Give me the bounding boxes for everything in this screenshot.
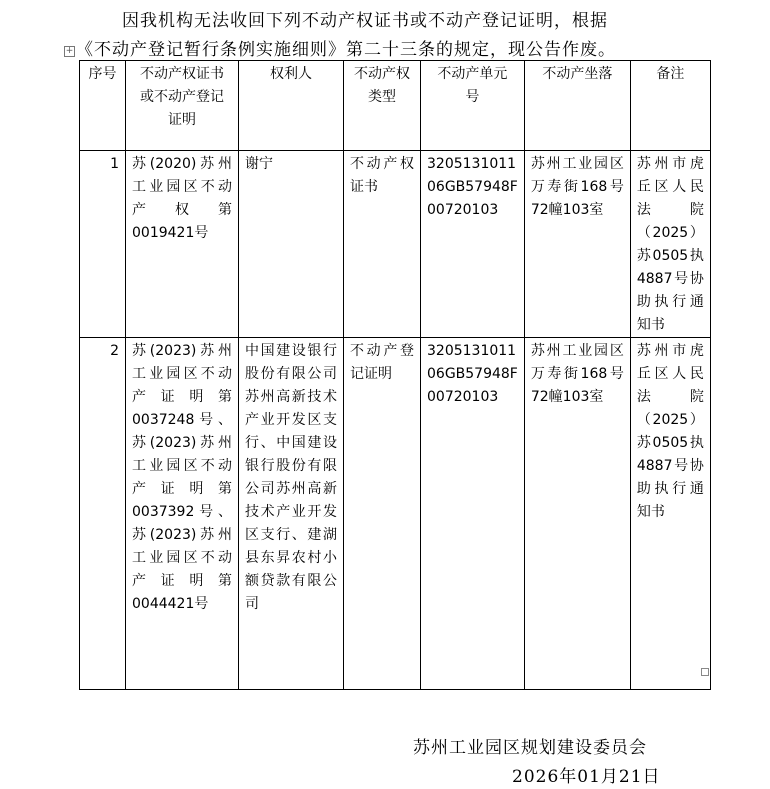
cell-text-line: 公司苏州高新 <box>245 481 337 497</box>
cell-text-line: 丘区人民 <box>636 366 704 382</box>
cell-text-line: 技术产业开发 <box>245 504 337 520</box>
cell-text-line: 万寿街168号 <box>530 366 624 382</box>
cell-text-line: 丘区人民 <box>636 179 704 195</box>
signature-date: 2026年01月21日 <box>512 767 661 787</box>
cell-text-line: 3205131011 <box>427 156 517 172</box>
table-cell <box>421 338 525 690</box>
cell-text-line: 中国建设银行 <box>245 343 337 359</box>
cell-text-line: 工业园区不动 <box>132 366 232 382</box>
table-cell <box>630 338 710 690</box>
cell-text-line: 苏州市虎 <box>636 156 704 172</box>
cell-text-line: 权利人 <box>270 66 312 82</box>
table-cell <box>80 151 126 338</box>
cell-text-line: 谢宁 <box>245 156 273 172</box>
cell-text-line: 股份有限公司 <box>245 366 337 382</box>
table-cell <box>524 61 630 151</box>
table-cell <box>344 61 421 151</box>
cell-text-line: 0044421号 <box>132 596 209 612</box>
table-cell <box>239 151 344 338</box>
cell-text-line: 产 证 明 第 <box>132 481 232 497</box>
table-cell <box>630 61 710 151</box>
header-row <box>80 61 711 151</box>
cell-text-line: 苏州工业园区 <box>530 156 624 172</box>
table-row <box>80 151 711 338</box>
cell-text-line: （2025） <box>636 412 704 428</box>
cell-text-line: 县东昇农村小 <box>245 550 337 566</box>
cell-text-line: 不动产权 <box>350 156 414 172</box>
cell-text-line: 00720103 <box>427 389 499 405</box>
intro-line-2: 《不动产登记暂行条例实施细则》第二十三条的规定，现公告作废。 <box>76 40 616 60</box>
cell-text-line: 知书 <box>636 317 665 333</box>
cell-text-line: 苏州高新技术 <box>245 389 337 405</box>
cell-text-line: 06GB57948F <box>427 179 518 195</box>
cell-text-line: 证明 <box>168 112 196 128</box>
cell-text-line: 证书 <box>350 179 378 195</box>
signature-org: 苏州工业园区规划建设委员会 <box>413 738 647 758</box>
cell-text-line: 4887号协 <box>636 458 704 474</box>
cell-text-line: 00720103 <box>427 202 499 218</box>
cell-text-line: 72幢103室 <box>530 202 604 218</box>
cell-text-line: 法 院 <box>636 389 704 405</box>
cell-text-line: 苏(2023)苏州 <box>132 527 232 543</box>
cell-text-line: 不动产登 <box>350 343 414 359</box>
table-cell <box>80 338 126 690</box>
cell-text-line: 产 证 明 第 <box>132 573 232 589</box>
table-cell <box>239 61 344 151</box>
cell-text-line: （2025） <box>636 225 704 241</box>
cell-text-line: 知书 <box>636 504 665 520</box>
cell-text-line: 银行股份有限 <box>245 458 337 474</box>
table-cell <box>239 338 344 690</box>
table-cell <box>126 151 239 338</box>
cell-text-line: 产业开发区支 <box>245 412 337 428</box>
table-resize-handle[interactable] <box>701 668 709 676</box>
cell-text-line: 类型 <box>368 89 396 105</box>
table-cell <box>80 61 126 151</box>
table-cell <box>344 151 421 338</box>
cell-text-line: 法 院 <box>636 202 704 218</box>
cell-text-line: 工业园区不动 <box>132 458 232 474</box>
cell-text-line: 06GB57948F <box>427 366 518 382</box>
cell-text-line: 行、中国建设 <box>245 435 337 451</box>
cell-text-line: 额贷款有限公 <box>245 573 337 589</box>
cell-text-line: 助执行通 <box>636 481 704 497</box>
table-cell <box>126 338 239 690</box>
cell-text-line: 苏州工业园区 <box>530 343 624 359</box>
table-cell <box>421 61 525 151</box>
cell-text-line: 助执行通 <box>636 294 704 310</box>
cell-text-line: 万寿街168号 <box>530 179 624 195</box>
cell-text-line: 不动产单元 <box>437 66 508 82</box>
cell-text-line: 记证明 <box>350 366 392 382</box>
table-cell <box>126 61 239 151</box>
cell-text-line: 苏0505执 <box>636 435 704 451</box>
cell-text-line: 产 证 明 第 <box>132 389 232 405</box>
cell-text-line: 2 <box>110 343 119 359</box>
cell-text-line: 苏(2023)苏州 <box>132 435 232 451</box>
table-cell <box>524 338 630 690</box>
cell-text-line: 司 <box>245 596 259 612</box>
table-move-handle-icon[interactable]: + <box>65 46 74 56</box>
cell-text-line: 苏0505执 <box>636 248 704 264</box>
cell-text-line: 号 <box>465 89 480 105</box>
intro-line-1: 因我机构无法收回下列不动产权证书或不动产登记证明，根据 <box>122 11 608 31</box>
cell-text-line: 1 <box>110 156 119 172</box>
table-cell <box>630 151 710 338</box>
cell-text-line: 备注 <box>656 66 685 82</box>
cell-text-line: 0019421号 <box>132 225 209 241</box>
cell-text-line: 不动产权证书 <box>140 66 224 82</box>
cell-text-line: 不动产权 <box>354 66 410 82</box>
cell-text-line: 或不动产登记 <box>140 89 224 105</box>
cell-text-line: 序号 <box>88 66 117 82</box>
table-cell <box>524 151 630 338</box>
cell-text-line: 0037392号、 <box>132 504 232 520</box>
cell-text-line: 3205131011 <box>427 343 517 359</box>
cell-text-line: 区支行、建湖 <box>245 527 337 543</box>
table-cell <box>421 151 525 338</box>
cell-text-line: 苏(2020)苏州 <box>132 156 232 172</box>
cell-text-line: 工业园区不动 <box>132 179 232 195</box>
cell-text-line: 不动产坐落 <box>542 66 613 82</box>
cell-text-line: 工业园区不动 <box>132 550 232 566</box>
table-cell <box>344 338 421 690</box>
cell-text-line: 苏(2023)苏州 <box>132 343 232 359</box>
table-row <box>80 338 711 690</box>
notice-table <box>79 60 711 690</box>
cell-text-line: 72幢103室 <box>530 389 604 405</box>
cell-text-line: 4887号协 <box>636 271 704 287</box>
cell-text-line: 产 权 第 <box>132 202 232 218</box>
cell-text-line: 0037248号、 <box>132 412 232 428</box>
cell-text-line: 苏州市虎 <box>636 343 704 359</box>
